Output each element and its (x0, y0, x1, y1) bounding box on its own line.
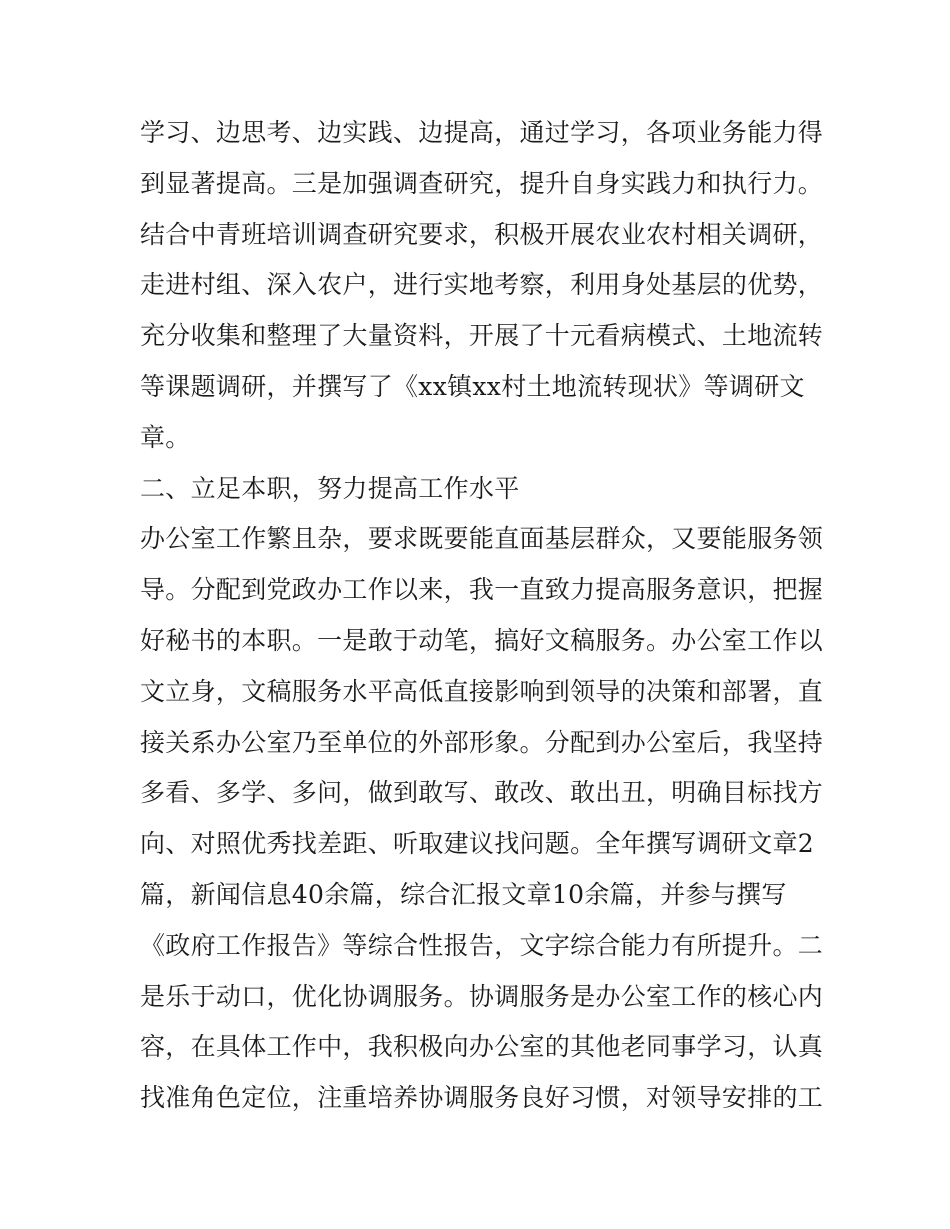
text-line: 文立身，文稿服务水平高低直接影响到领导的决策和部署，直 (140, 676, 824, 706)
text-line: 接关系办公室乃至单位的外部形象。分配到办公室后，我坚持 (140, 727, 824, 757)
text-line: 办公室工作繁且杂，要求既要能直面基层群众，又要能服务领 (140, 524, 824, 554)
text-line: 走进村组、深入农户，进行实地考察，利用身处基层的优势， (140, 270, 824, 300)
text-line: 章。 (140, 422, 191, 452)
text-line: 结合中青班培训调查研究要求，积极开展农业农村相关调研， (140, 219, 824, 249)
text-line: 学习、边思考、边实践、边提高，通过学习，各项业务能力得 (140, 118, 824, 147)
text-line: 等课题调研，并撰写了《xx镇xx村土地流转现状》等调研文 (140, 371, 805, 401)
section-heading: 二、立足本职，努力提高工作水平 (140, 473, 520, 503)
text-line: 找准角色定位，注重培养协调服务良好习惯，对领导安排的工 (140, 1083, 824, 1113)
text-line: 篇，新闻信息40余篇，综合汇报文章10余篇，并参与撰写 (140, 879, 787, 909)
body-text (140, 108, 824, 1124)
text-line: 容，在具体工作中，我积极向办公室的其他老同事学习，认真 (140, 1032, 824, 1062)
text-line: 到显著提高。三是加强调查研究，提升自身实践力和执行力。 (140, 168, 824, 198)
text-line: 好秘书的本职。一是敢于动笔，搞好文稿服务。办公室工作以 (140, 625, 824, 655)
text-line: 充分收集和整理了大量资料，开展了十元看病模式、土地流转 (140, 321, 824, 351)
text-line: 多看、多学、多问，做到敢写、敢改、敢出丑，明确目标找方 (140, 778, 824, 808)
text-line: 导。分配到党政办工作以来，我一直致力提高服务意识，把握 (140, 575, 824, 605)
text-line: 是乐于动口，优化协调服务。协调服务是办公室工作的核心内 (140, 981, 824, 1011)
text-line: 《政府工作报告》等综合性报告，文字综合能力有所提升。二 (140, 930, 824, 960)
text-line: 向、对照优秀找差距、听取建议找问题。全年撰写调研文章2 (140, 829, 815, 859)
